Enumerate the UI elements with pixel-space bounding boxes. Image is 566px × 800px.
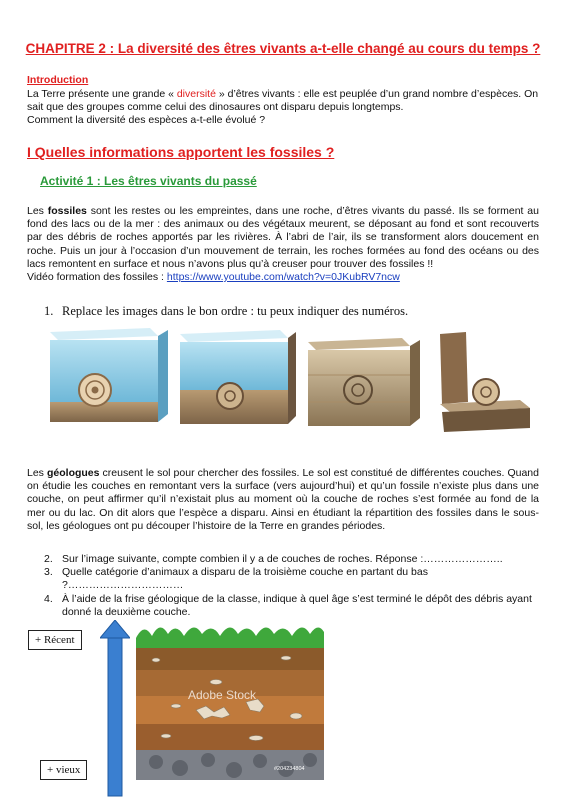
time-arrow	[100, 620, 130, 798]
question-2: 2. Sur l’image suivante, compte combien il y a de couches de roches. Réponse :…………………..	[44, 553, 503, 565]
intro-heading: Introduction	[27, 74, 89, 86]
fossil-in-rock-image[interactable]	[308, 338, 420, 426]
question-1: 1. Replace les images dans le bon ordre : tu peux indiquer des numéros.	[44, 304, 409, 318]
video-line: Vidéo formation des fossiles : https://www.youtube.com/watch?v=0JKubRV7ncw	[27, 271, 400, 283]
recent-label: + Récent	[28, 630, 82, 650]
intro-line-2: sait que des groupes comme celui des dinosaures ont disparu depuis longtemps.	[27, 101, 404, 114]
soil-layers-image	[136, 620, 324, 780]
fossiles-bold: fossiles	[47, 205, 87, 217]
fossils-paragraph: Les fossiles sont les restes ou les empreintes, dans une roche, d’êtres vivants du passé. Ils se forment au fond des lacs ou de la mer : des animaux ou des végétaux meurent, se déposant au fond et sont recouverts par des débris de roches apportés par les rivières. À l’abri de l’air, ils se transforment alors doucement en roche. Puis un jour à l’occasion d’un mouvement de terrain, les roches formées au fond des océans ou des lacs remontent en surface et nous n’avons plus qu’à creuser pour trouver des fossiles !!	[27, 205, 539, 270]
fossil-formation-images	[40, 320, 540, 450]
ammonite-covered-sediment-image[interactable]	[180, 330, 296, 424]
geologues-bold: géologues	[46, 467, 100, 479]
page-title: CHAPITRE 2 : La diversité des êtres vivants a-t-elle changé au cours du temps ?	[25, 41, 541, 56]
intro-line-3: Comment la diversité des espèces a-t-elle évolué ?	[27, 114, 266, 127]
geology-paragraph: Les géologues creusent le sol pour chercher des fossiles. Le sol est constitué de différentes couches. Quand on étudie les couches en remontant vers la surface (vers aujourd’hui) et qu’un fossile n’existe plus dans une couche, on peut affirmer qu’il n’existait plus au moment où la couche de roches s’est formée au fond de la mer ou du lac. On dit alors que l’espèce a disparu. Ainsi en étudiant la répartition des fossiles dans le sous-sol, les géologues ont pu découper l’histoire de la Terre en grandes périodes.	[27, 467, 539, 532]
stock-watermark: Adobe Stock	[188, 688, 257, 702]
exposed-fossil-image[interactable]	[440, 332, 530, 432]
intro-text	[27, 88, 539, 128]
diversite-word: diversité	[176, 88, 216, 100]
question-3: 3. Quelle catégorie d’animaux a disparu de la troisième couche en partant du bas ?……………………………	[44, 566, 428, 592]
intro-line-1: La Terre présente une grande « diversité » d’êtres vivants : elle est peuplée d’un grand nombre d’espèces. On	[27, 88, 539, 100]
video-link[interactable]: https://www.youtube.com/watch?v=0JKubRV7ncw	[166, 271, 400, 283]
old-label: + vieux	[40, 760, 87, 780]
questions-list	[44, 553, 539, 619]
activity-heading: Activité 1 : Les êtres vivants du passé	[40, 174, 257, 188]
ammonite-in-water-image[interactable]	[50, 328, 168, 422]
question-4: 4. À l’aide de la frise géologique de la classe, indique à quel âge s’est terminé le dépôt des débris ayant donné la deuxième couche.	[44, 592, 532, 618]
section-heading: I Quelles informations apportent les fossiles ?	[27, 144, 335, 160]
stock-id: #204234804	[274, 766, 305, 772]
